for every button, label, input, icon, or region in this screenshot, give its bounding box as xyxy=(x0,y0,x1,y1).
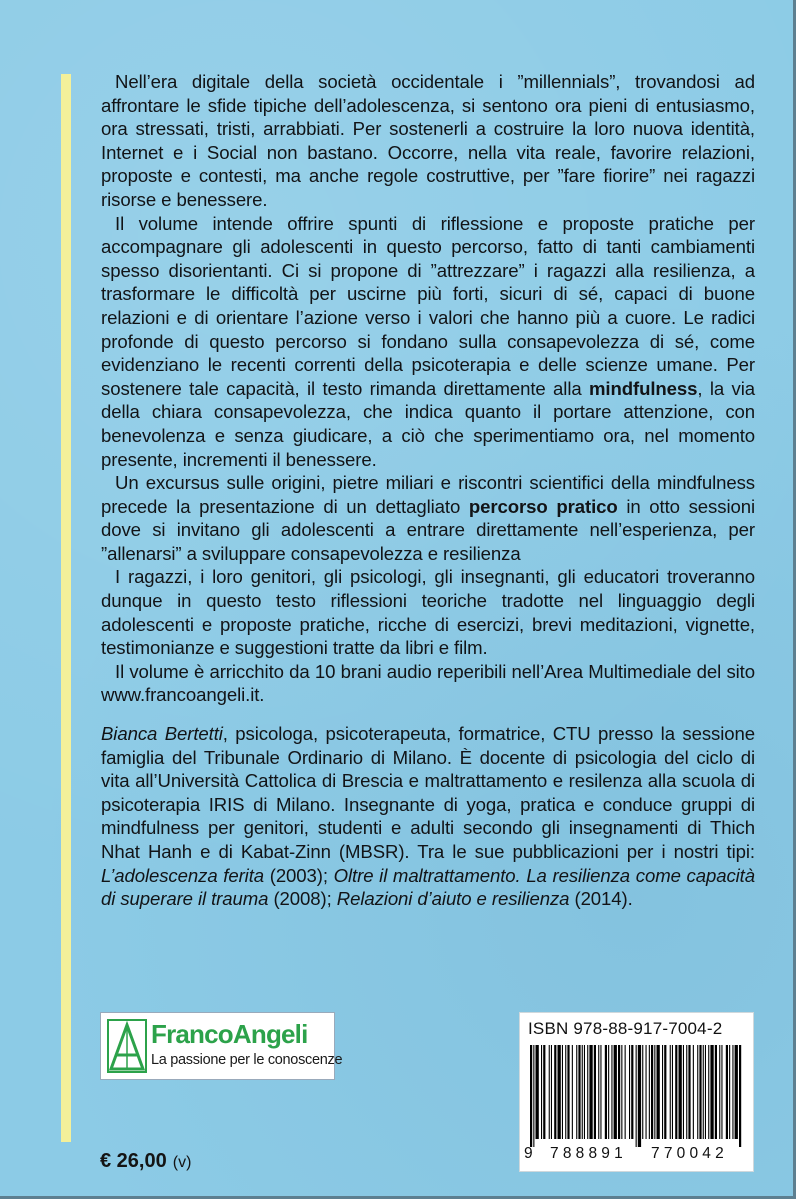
barcode-bar xyxy=(533,1045,534,1147)
price xyxy=(100,1150,191,1173)
barcode-bar xyxy=(554,1045,556,1139)
barcode-bar xyxy=(587,1045,588,1139)
barcode-bar xyxy=(735,1045,738,1139)
barcode-bar xyxy=(657,1045,660,1139)
price-amount: € 26,00 xyxy=(100,1150,167,1172)
barcode-bar xyxy=(715,1045,717,1139)
barcode-bar xyxy=(589,1045,592,1139)
barcode-bar xyxy=(699,1045,701,1139)
barcode-bar xyxy=(621,1045,622,1139)
barcode-bar xyxy=(605,1045,607,1139)
keyword-mindfulness: mindfulness xyxy=(588,377,698,399)
barcode-bar xyxy=(721,1045,722,1139)
author-name: Bianca Bertetti xyxy=(101,723,223,744)
barcode-bar xyxy=(567,1045,569,1139)
yellow-accent-bar xyxy=(61,74,71,1142)
barcode-bar xyxy=(654,1045,655,1139)
barcode-bar xyxy=(565,1045,566,1139)
paragraph-volume: Il volume intende offrire spunti di riflessione e proposte pratiche per accompagnare gli adolescenti in questo percorso, fatto di tanti cambiamenti spesso disorientanti. Ci si propone di ”attrezzare” i ragazzi alla resilienza, a trasformare le difficoltà per uscirne più forti, sicuri di sé, capaci di buone relazioni e di orientare l’azione verso i valori che hanno più a cuore. Le radici profonde di questo percorso si fondano sulla consapevolezza di sé, come evidenziano le recenti correnti della psicoterapia e delle scienze umane. Per sostenere tale capacità, il testo rimanda direttamente alla mindfulness, la via della chiara consapevolezza, che indica quanto il portare attenzione, con benevolenza e senza giudicare, a ciò che sperimentiamo ora, nel momento presente, incrementi il benessere. xyxy=(101,212,755,470)
barcode-bar xyxy=(562,1045,563,1139)
barcode-bar xyxy=(726,1045,728,1139)
barcode-bar xyxy=(598,1045,599,1139)
barcode-bar xyxy=(541,1045,542,1139)
barcode-bar xyxy=(693,1045,694,1139)
barcode-digit-first: 9 xyxy=(524,1145,533,1162)
barcode-bar xyxy=(705,1045,706,1139)
barcode-bar xyxy=(664,1045,666,1139)
barcode-bar xyxy=(719,1045,720,1139)
barcode-bar xyxy=(729,1045,730,1139)
publisher-mark-icon xyxy=(107,1019,147,1073)
barcode-bar xyxy=(536,1045,539,1139)
barcode-bar xyxy=(679,1045,682,1139)
barcode-bar xyxy=(629,1045,630,1139)
paragraph-excursus: Un excursus sulle origini, pietre miliari e riscontri scientifici della mindfulness precede la presentazione di un dettagliato percorso pratico in otto sessioni dove si invitano gli adolescenti a entrare direttamente nell’esperienza, per ”allenarsi” a sviluppare consapevolezza e resilienza xyxy=(101,472,755,564)
isbn-barcode xyxy=(519,1012,754,1172)
barcode-bars xyxy=(530,1045,742,1147)
barcode-bar xyxy=(549,1045,550,1139)
barcode-bar xyxy=(543,1045,545,1139)
barcode-bar xyxy=(703,1045,704,1139)
book-title: L’adolescenza ferita xyxy=(101,864,265,886)
barcode-digits-right: 770042 xyxy=(651,1145,728,1162)
publisher-logo xyxy=(100,1012,343,1080)
description-text xyxy=(101,70,755,707)
barcode-bar xyxy=(572,1045,573,1139)
barcode-bar xyxy=(625,1045,626,1139)
paragraph-intro: Nell’era digitale della società occidentale i ”millennials”, trovandosi ad affrontare le sfide tipiche dell’adolescenza, si sentono ora pieni di entusiasmo, ora stressati, tristi, arrabbiati. Per sostenerli a costruire la loro nuova identità, Internet e i Social non bastano. Occorre, nella vita reale, favorire relazioni, proposte e contesti, ma anche regole costruttive, per ”fare fiorire” nei ragazzi risorse e benessere. xyxy=(101,71,755,210)
barcode-bar xyxy=(686,1045,687,1139)
barcode-bar xyxy=(611,1045,612,1139)
barcode-bar xyxy=(649,1045,650,1139)
paragraph-audience: I ragazzi, i loro genitori, gli psicologi, gli insegnanti, gli educatori troveranno dunque in questo testo riflessioni teoriche tradotte nel linguaggio degli adolescenti e proposte pratiche, ricche di esercizi, brevi meditazioni, vignette, testimonianze e suggestioni tratte da libri e film. xyxy=(101,566,755,659)
barcode-bar xyxy=(530,1045,532,1147)
barcode-bar xyxy=(739,1045,741,1147)
paragraph-audio: Il volume è arricchito da 10 brani audio reperibili nell’Area Multimediale del sito www.francoangeli.it. xyxy=(101,660,755,706)
barcode-bar xyxy=(683,1045,684,1139)
barcode-bar xyxy=(576,1045,577,1139)
barcode-bar xyxy=(558,1045,561,1139)
barcode-bar xyxy=(608,1045,609,1139)
publisher-tagline: La passione per le conoscenze xyxy=(151,1052,343,1068)
barcode-bar xyxy=(638,1045,641,1147)
author-bio: Bianca Bertetti, psicologa, psicoterapeuta, formatrice, CTU presso la sessione famiglia del Tribunale Ordinario di Milano. È docente di psicologia del ciclo di vita all’Università Cattolica di Brescia e maltrattamento e resilenza alla scuola di psicoterapia IRIS di Milano. Insegnante di yoga, pratica e conduce gruppi di mindfulness per genitori, studenti e adulti secondo gli insegnamenti di Thich Nhat Hanh e di Kabat-Zinn (MBSR). Tra le sue pubblicazioni per i nostri tipi: L’adolescenza ferita (2003); Oltre il maltrattamento. La resilienza come capacità di superare il trauma (2008); Relazioni d’aiuto e resilienza (2014). xyxy=(101,723,755,910)
barcode-bar xyxy=(688,1045,690,1139)
barcode-bar xyxy=(584,1045,585,1139)
barcode-bar xyxy=(646,1045,647,1139)
barcode-bar xyxy=(642,1045,643,1139)
book-title: Relazioni d’aiuto e resilienza xyxy=(336,888,570,910)
barcode-bar xyxy=(672,1045,673,1139)
barcode-bar xyxy=(594,1045,596,1139)
price-vat: (v) xyxy=(172,1154,192,1171)
barcode-bar xyxy=(697,1045,698,1139)
barcode-bar xyxy=(670,1045,671,1139)
book-title: Oltre il maltrattamento. La resilienza come capacità di superare il trauma xyxy=(101,864,755,910)
barcode-bar xyxy=(618,1045,620,1139)
keyword-percorso-pratico: percorso pratico xyxy=(468,495,618,517)
barcode-bar xyxy=(631,1045,633,1139)
barcode-bar xyxy=(551,1045,552,1139)
barcode-bar xyxy=(582,1045,583,1139)
barcode-digits-left: 788891 xyxy=(550,1145,627,1162)
barcode-bar xyxy=(614,1045,617,1139)
barcode-bar xyxy=(662,1045,663,1139)
barcode-bar xyxy=(710,1045,713,1139)
barcode-bar xyxy=(651,1045,653,1139)
barcode-bar xyxy=(708,1045,709,1139)
barcode-bar xyxy=(675,1045,677,1139)
barcode-bar xyxy=(636,1045,637,1147)
barcode-bar xyxy=(578,1045,580,1139)
publisher-name: FrancoAngeli xyxy=(151,1019,308,1049)
isbn-label: ISBN 978-88-917-7004-2 xyxy=(528,1019,723,1038)
barcode-bar xyxy=(600,1045,601,1139)
barcode-bar xyxy=(732,1045,733,1139)
